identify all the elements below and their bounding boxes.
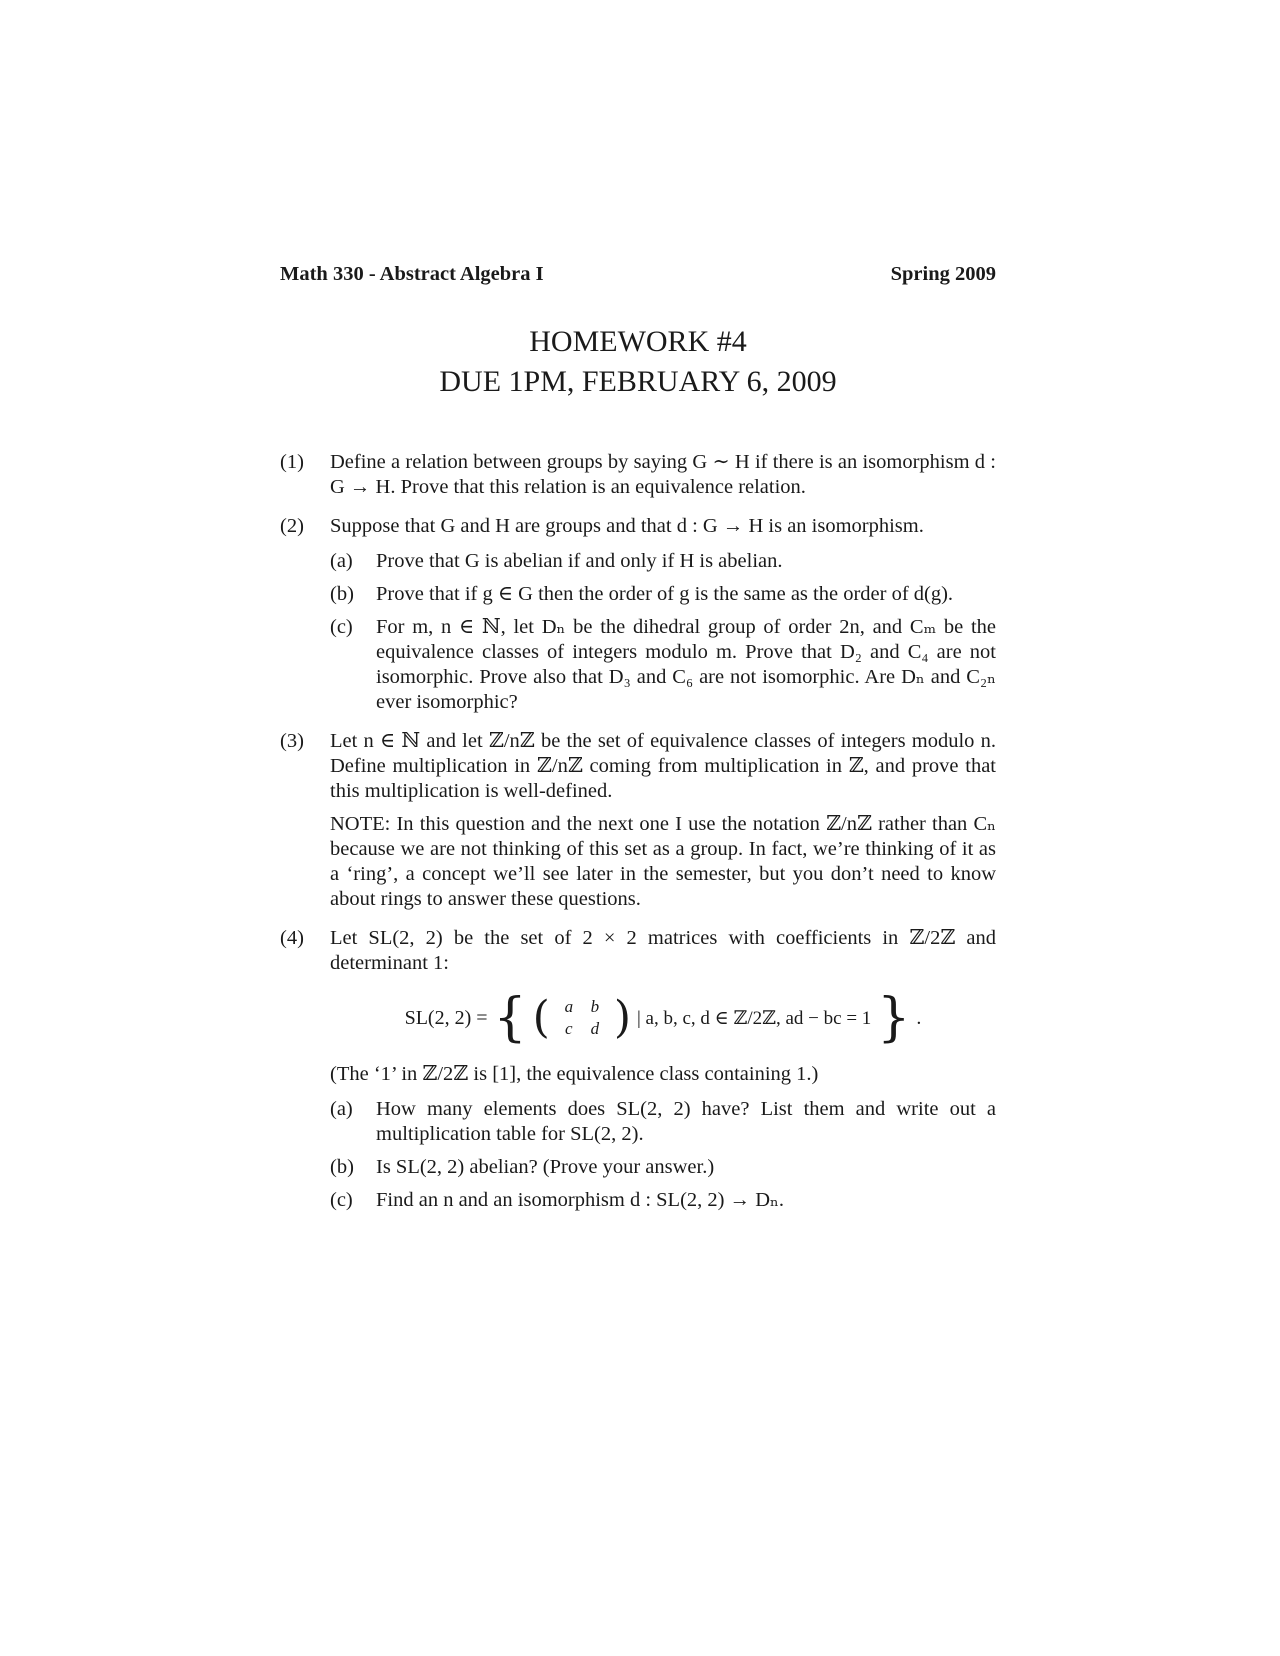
problem-3 — [280, 729, 996, 912]
matrix-entry-c: c — [565, 1019, 573, 1038]
open-paren: ( — [532, 992, 550, 1043]
subproblem-2b — [330, 582, 996, 607]
problem-1 — [280, 450, 996, 500]
problem-text: Define a relation between groups by saying G ∼ H if there is an isomorphism d : G → H. Prove that this relation is an equivalence relation. — [330, 451, 996, 498]
matrix-entry-a: a — [564, 997, 574, 1016]
subproblem-label: (b) — [330, 1156, 354, 1178]
problem-number: (3) — [280, 730, 304, 752]
subproblem-text: How many elements does SL(2, 2) have? List them and write out a multiplication table for SL(2, 2). — [376, 1098, 996, 1145]
subproblem-text: For m, n ∈ ℕ, let Dₙ be the dihedral group of order 2n, and Cₘ be the equivalence classes of integers modulo m. Prove that D₂ and C₄ are not isomorphic. Prove also that D₃ and C₆ are not isomorphic. Are Dₙ and C₂ₙ ever isomorphic? — [376, 616, 996, 713]
subproblem-4c — [330, 1188, 996, 1213]
subproblem-text: Prove that if g ∈ G then the order of g is the same as the order of d(g). — [376, 583, 954, 605]
subproblem-4a — [330, 1097, 996, 1147]
equation-lhs: SL(2, 2) = — [404, 1006, 488, 1029]
homework-title — [280, 322, 996, 402]
problem-remark: (The ‘1’ in ℤ/2ℤ is [1], the equivalence class containing 1.) — [330, 1063, 819, 1085]
problem-number: (1) — [280, 451, 304, 473]
problem-text: Let n ∈ ℕ and let ℤ/nℤ be the set of equivalence classes of integers modulo n. Define multiplication in ℤ/nℤ coming from multiplication in ℤ, and prove that this multiplication is well-defined. — [330, 730, 996, 802]
matrix — [556, 996, 608, 1040]
close-brace: } — [877, 988, 911, 1048]
title-line-1: HOMEWORK #4 — [529, 325, 747, 358]
problem-list — [280, 450, 996, 1227]
subproblem-2c — [330, 615, 996, 715]
subproblem-label: (a) — [330, 550, 353, 572]
problem-number: (4) — [280, 927, 304, 949]
term: Spring 2009 — [890, 263, 996, 285]
matrix-entry-d: d — [590, 1019, 600, 1038]
subproblem-label: (c) — [330, 616, 353, 638]
subproblem-text: Is SL(2, 2) abelian? (Prove your answer.) — [376, 1156, 715, 1178]
problem-text: Let SL(2, 2) be the set of 2 × 2 matrices with coefficients in ℤ/2ℤ and determinant 1: — [330, 927, 996, 974]
subproblem-label: (c) — [330, 1189, 353, 1211]
subproblem-list — [330, 549, 996, 715]
problem-text: Suppose that G and H are groups and that d : G → H is an isomorphism. — [330, 515, 924, 537]
subproblem-list — [330, 1097, 996, 1213]
close-paren: ) — [613, 992, 631, 1043]
title-line-2: DUE 1PM, FEBRUARY 6, 2009 — [439, 365, 837, 398]
problem-number: (2) — [280, 515, 304, 537]
subproblem-text: Find an n and an isomorphism d : SL(2, 2) → Dₙ. — [376, 1189, 785, 1211]
subproblem-label: (a) — [330, 1098, 353, 1120]
problem-2 — [280, 514, 996, 715]
set-condition: | a, b, c, d ∈ ℤ/2ℤ, ad − bc = 1 — [636, 1007, 872, 1029]
equation-period: . — [916, 1006, 922, 1029]
problem-4 — [280, 926, 996, 1213]
sl22-definition-equation — [330, 988, 996, 1048]
subproblem-label: (b) — [330, 583, 354, 605]
subproblem-text: Prove that G is abelian if and only if H is abelian. — [376, 550, 783, 572]
subproblem-4b — [330, 1155, 996, 1180]
open-brace: { — [493, 988, 527, 1048]
course-title: Math 330 - Abstract Algebra I — [280, 263, 544, 285]
problem-note: NOTE: In this question and the next one I use the notation ℤ/nℤ rather than Cₙ because we are not thinking of this set as a group. In fact, we’re thinking of it as a ‘ring’, a concept we’ll see later in the semester, but you don’t need to know about rings to answer these questions. — [330, 813, 996, 910]
matrix-entry-b: b — [590, 997, 600, 1016]
subproblem-2a — [330, 549, 996, 574]
